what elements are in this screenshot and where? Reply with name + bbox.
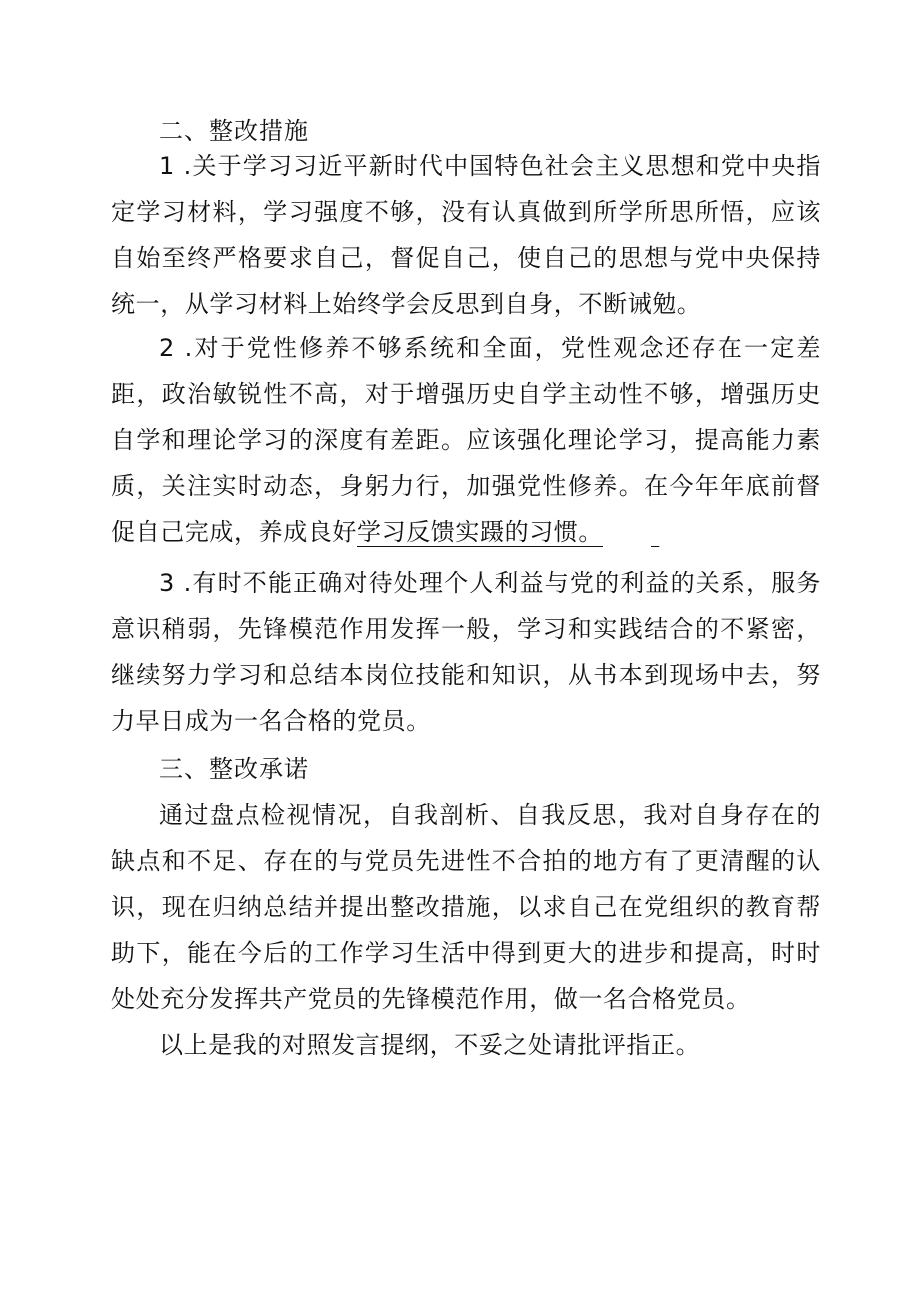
measure-item-2: [111, 325, 821, 555]
underline-tail: [603, 509, 617, 555]
measure-item-2-underlined-text: 学习反馈实蹑的习惯。: [357, 518, 603, 546]
measure-item-1: 1 .关于学习习近平新时代中国特色社会主义思想和党中央指定学习材料，学习强度不够，没有认真做到所学所思所悟，应该自始至终严格要求自己，督促自己，使自己的思想与党中央保持统一，从学习材料上始终学会反思到自身，不断诫勉。: [111, 152, 821, 318]
measure-item-2-text: 2 .对于党性修养不够系统和全面，党性观念还存在一定差距，政治敏锐性不高，对于增强历史自学主动性不够，增强历史自学和理论学习的深度有差距。应该强化理论学习，提高能力素质，关注实时动态，身躬力行，加强党性修养。在今年年底前督促自己完成，养成良好: [111, 334, 821, 546]
section-heading-promise: 三、整改承诺: [159, 755, 309, 783]
section-heading-measures: 二、整改措施: [159, 117, 309, 145]
measure-item-3: 3 .有时不能正确对待处理个人利益与党的利益的关系，服务意识稍弱，先锋模范作用发挥一般，学习和实践结合的不紧密，继续努力学习和总结本岗位技能和知识，从书本到现场中去，努力早日成为一名合格的党员。: [111, 569, 821, 735]
promise-paragraph: 通过盘点检视情况，自我剖析、自我反思，我对自身存在的缺点和不足、存在的与党员先进性不合拍的地方有了更清醒的认识，现在归纳总结并提出整改措施，以求自己在党组织的教育帮助下，能在今后的工作学习生活中得到更大的进步和提高，时时处处充分发挥共产党员的先锋模范作用，做一名合格党员。: [111, 801, 821, 1013]
closing-paragraph: 以上是我的对照发言提纲，不妥之处请批评指正。: [159, 1031, 701, 1059]
